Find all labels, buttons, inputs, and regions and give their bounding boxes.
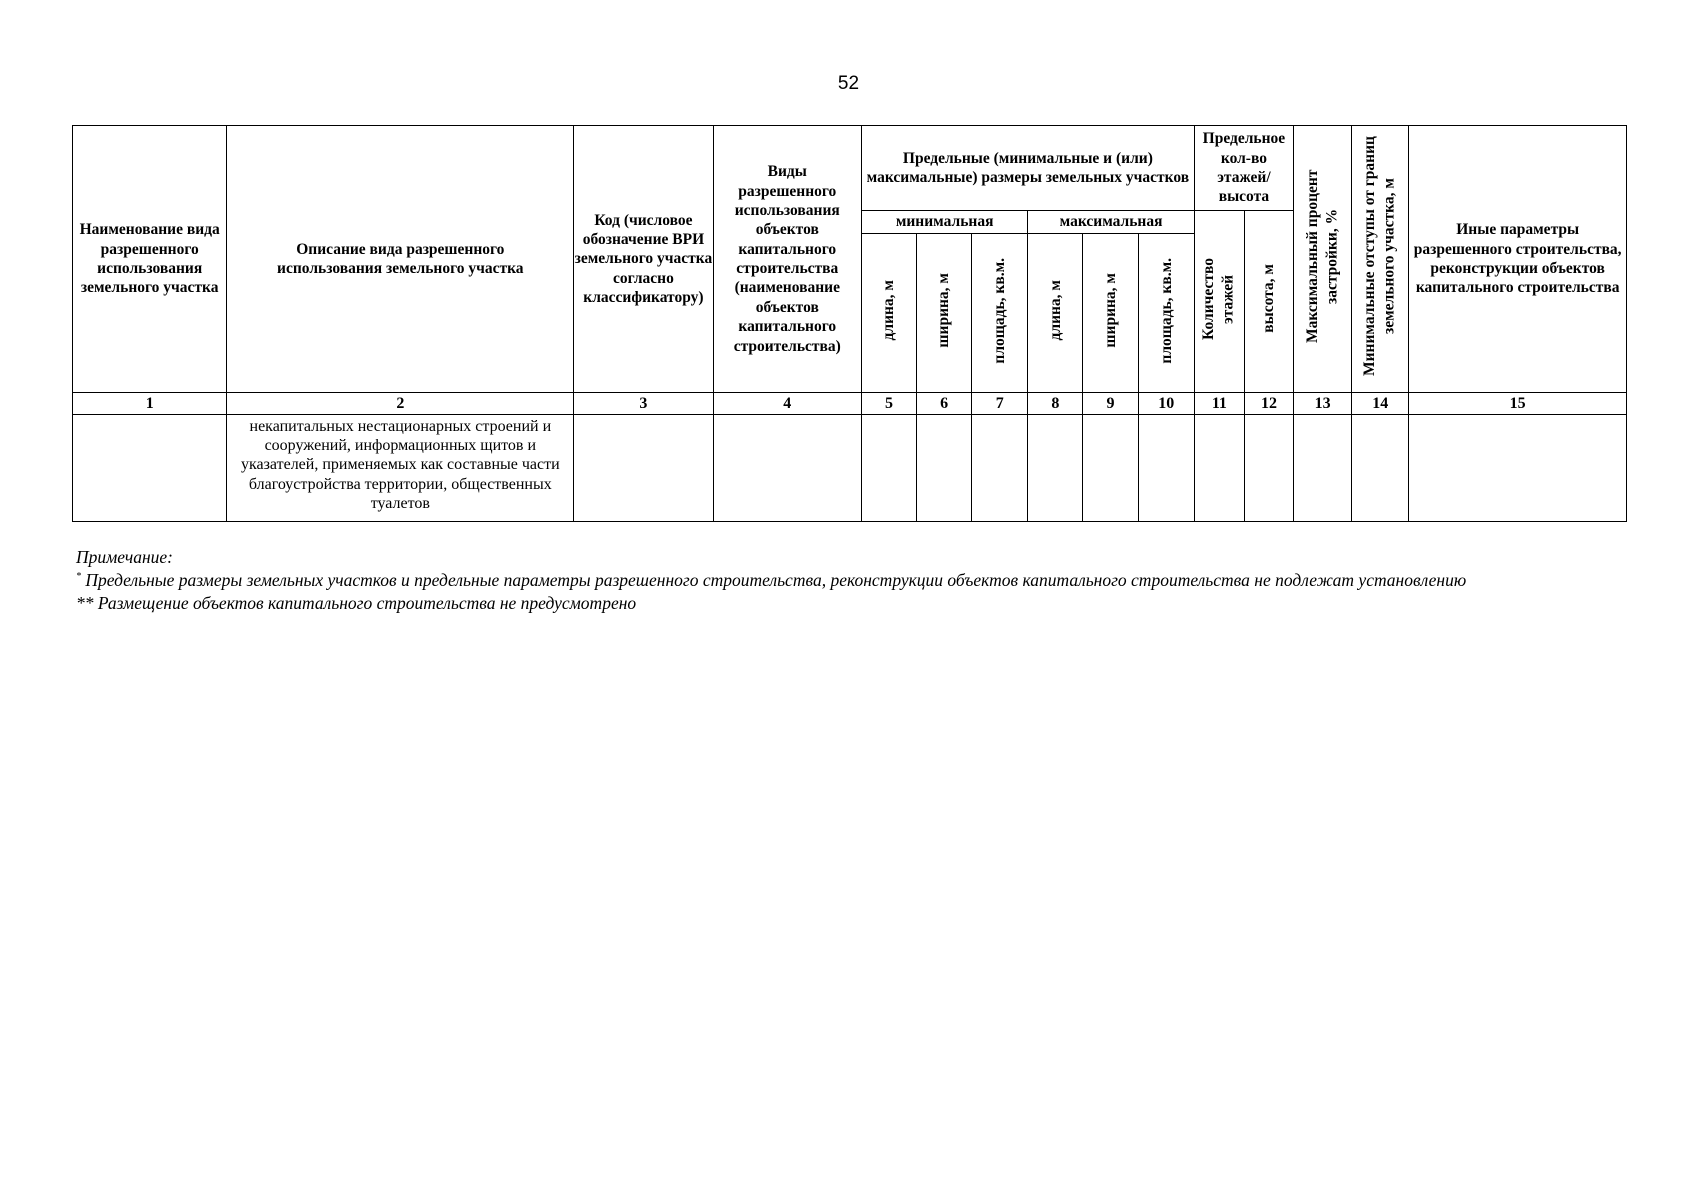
column-number: 8	[1028, 393, 1083, 415]
header-min-width: ширина, м	[917, 234, 972, 393]
notes-section	[76, 546, 1622, 614]
table-row	[73, 415, 1627, 522]
header-other-parameters: Иные параметры разрешенного строительства, реконструкции объектов капитального строительства	[1409, 126, 1627, 393]
column-number: 15	[1409, 393, 1627, 415]
column-number: 6	[917, 393, 972, 415]
cell-vri-name	[73, 415, 227, 522]
column-number: 1	[73, 393, 227, 415]
column-number: 12	[1244, 393, 1293, 415]
header-plot-size-limits: Предельные (минимальные и (или) максимальные) размеры земельных участков	[861, 126, 1194, 211]
column-number: 9	[1083, 393, 1138, 415]
cell-height	[1244, 415, 1293, 522]
cell-min-area	[972, 415, 1028, 522]
column-number: 5	[861, 393, 916, 415]
column-number: 3	[574, 393, 713, 415]
column-number: 2	[227, 393, 574, 415]
column-numbers-row	[73, 393, 1627, 415]
cell-max-area	[1138, 415, 1194, 522]
header-max-length: длина, м	[1028, 234, 1083, 393]
header-minimum: минимальная	[861, 211, 1027, 234]
note-2: ** Размещение объектов капитального строительства не предусмотрено	[76, 592, 637, 613]
header-max-width: ширина, м	[1083, 234, 1138, 393]
note-1-text: Предельные размеры земельных участков и предельные параметры разрешенного строительства, реконструкции объектов капитального строительства не подлежат установлению	[85, 569, 1467, 590]
column-number: 14	[1352, 393, 1409, 415]
cell-min-length	[861, 415, 916, 522]
cell-max-percent	[1294, 415, 1352, 522]
column-number: 4	[713, 393, 861, 415]
cell-vri-description: некапитальных нестационарных строений и сооружений, информационных щитов и указателей, применяемых как составные части благоустройства территории, общественных туалетов	[227, 415, 574, 522]
note-1	[76, 569, 1622, 592]
cell-max-width	[1083, 415, 1138, 522]
header-floors-count: Количество этажей	[1194, 211, 1244, 393]
column-number: 13	[1294, 393, 1352, 415]
header-height: высота, м	[1244, 211, 1293, 393]
header-maximum: максимальная	[1028, 211, 1194, 234]
header-min-length: длина, м	[861, 234, 916, 393]
header-min-setbacks: Минимальные отступы от границ земельного участка, м	[1352, 126, 1409, 393]
header-vri-name: Наименование вида разрешенного использования земельного участка	[73, 126, 227, 393]
header-floors-height-limit: Предельное кол-во этажей/ высота	[1194, 126, 1293, 211]
header-vri-code: Код (числовое обозначение ВРИ земельного участка согласно классификатору)	[574, 126, 713, 393]
column-number: 11	[1194, 393, 1244, 415]
column-number: 10	[1138, 393, 1194, 415]
cell-max-length	[1028, 415, 1083, 522]
header-min-area: площадь, кв.м.	[972, 234, 1028, 393]
page-number: 52	[837, 73, 860, 94]
cell-min-setbacks	[1352, 415, 1409, 522]
cell-vri-code	[574, 415, 713, 522]
header-max-building-percent: Максимальный процент застройки, %	[1294, 126, 1352, 393]
cell-min-width	[917, 415, 972, 522]
zoning-parameters-table	[72, 125, 1627, 522]
notes-title: Примечание:	[76, 547, 173, 567]
cell-other-parameters	[1409, 415, 1627, 522]
header-max-area: площадь, кв.м.	[1138, 234, 1194, 393]
cell-floors-count	[1194, 415, 1244, 522]
header-oks-types: Виды разрешенного использования объектов капитального строительства (наименование объектов капитального строительства)	[713, 126, 861, 393]
column-number: 7	[972, 393, 1028, 415]
header-vri-description: Описание вида разрешенного использования земельного участка	[227, 126, 574, 393]
note-1-marker: *	[76, 570, 81, 582]
cell-oks-types	[713, 415, 861, 522]
